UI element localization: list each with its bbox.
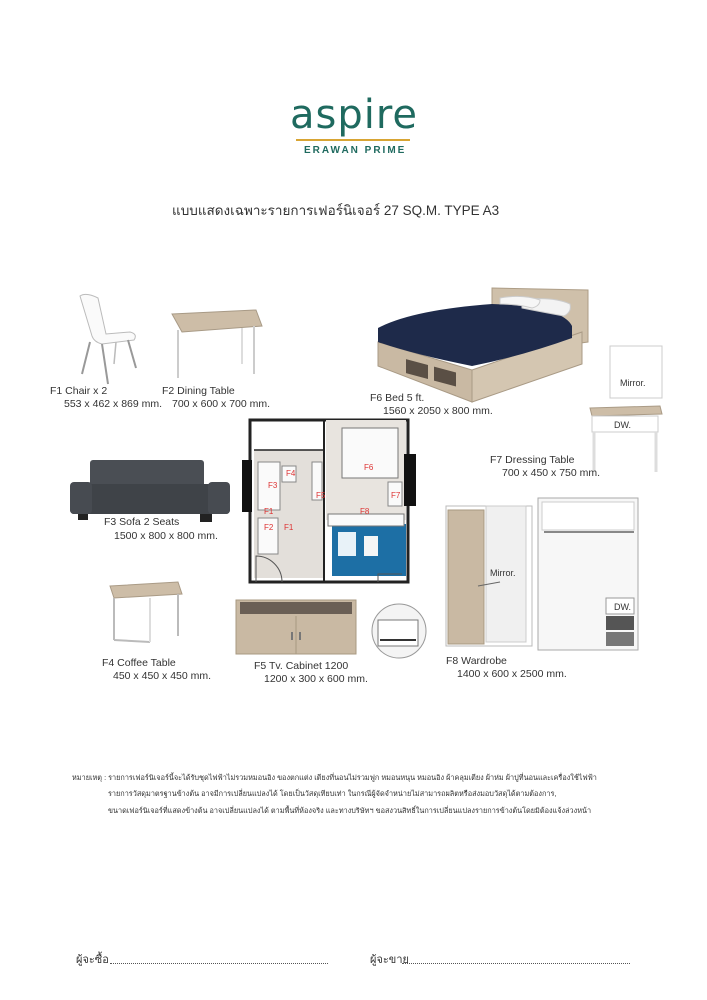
f8-wardrobe-dims: 1400 x 600 x 2500 mm. xyxy=(457,668,567,680)
cabinet-detail-image xyxy=(370,602,428,660)
buyer-signature-line[interactable] xyxy=(110,951,328,964)
page-title: แบบแสดงเฉพาะรายการเฟอร์นิเจอร์ 27 SQ.M. TYPE A3 xyxy=(172,203,500,218)
logo-underline xyxy=(296,139,410,141)
f1-chair-dims: 553 x 462 x 869 mm. xyxy=(64,398,163,410)
plan-label-f7: F7 xyxy=(391,491,401,500)
f2-dining-table-dims: 700 x 600 x 700 mm. xyxy=(172,398,271,410)
bed-image xyxy=(372,286,592,404)
wardrobe-drawer-tag: DW. xyxy=(614,602,631,612)
f3-sofa-dims: 1500 x 800 x 800 mm. xyxy=(114,530,218,542)
brand-logo: aspire xyxy=(290,92,419,138)
plan-label-f6: F6 xyxy=(364,463,374,472)
f5-tv-cabinet-name: F5 Tv. Cabinet 1200 xyxy=(254,660,349,672)
f1-chair-name: F1 Chair x 2 xyxy=(50,385,108,397)
f2-dining-table-name: F2 Dining Table xyxy=(162,385,235,397)
mirror-tag: Mirror. xyxy=(620,378,646,388)
note-line-2: รายการวัสดุมาตรฐานข้างต้น อาจมีการเปลี่ยนแปลงได้ โดยเป็นวัสดุเทียบเท่า ในกรณีผู้จัดจำหน่ายไม่สามารถผลิตหรือส่งมอบวัสดุได้ตามต้องการ, xyxy=(108,789,557,798)
buyer-label: ผู้จะซื้อ xyxy=(76,954,109,966)
f5-tv-cabinet-dims: 1200 x 300 x 600 mm. xyxy=(264,673,368,685)
dining-table-image xyxy=(170,308,264,380)
coffee-table-image xyxy=(106,580,184,646)
plan-label-f3: F3 xyxy=(268,481,278,490)
note-line-1: หมายเหตุ : รายการเฟอร์นิเจอร์นี้จะได้รับชุดไฟฟ้าไม่รวมหมอนอิง ของตกแต่ง เตียงที่นอนไม่รวมฟูก หมอนหนุน หมอนอิง ผ้าคลุมเตียง ผ้าห่ม ผ้าปูที่นอนและเครื่องใช้ไฟฟ้า xyxy=(72,773,597,782)
f4-coffee-table-dims: 450 x 450 x 450 mm. xyxy=(113,670,212,682)
note-line-3: ขนาดเฟอร์นิเจอร์ที่แสดงข้างต้น อาจเปลี่ยนแปลงได้ ตามพื้นที่ห้องจริง และทางบริษัทฯ ขอสงวนสิทธิ์ในการเปลี่ยนแปลงรายการข้างต้นโดยมิต้องแจ้งล่วงหน้า xyxy=(108,806,592,815)
plan-label-f2: F2 xyxy=(264,523,274,532)
seller-signature-line[interactable] xyxy=(402,951,630,964)
f6-bed-dims: 1560 x 2050 x 800 mm. xyxy=(383,405,493,417)
plan-label-f5: F5 xyxy=(316,491,326,500)
f6-bed-name: F6 Bed 5 ft. xyxy=(370,392,425,404)
seller-label: ผู้จะขาย xyxy=(370,954,409,966)
wardrobe-image xyxy=(442,496,642,656)
plan-label-f4: F4 xyxy=(286,469,296,478)
drawer-tag: DW. xyxy=(614,420,631,430)
plan-label-f1a: F1 xyxy=(264,507,274,516)
f7-dressing-table-dims: 700 x 450 x 750 mm. xyxy=(502,467,601,479)
f8-wardrobe-name: F8 Wardrobe xyxy=(446,655,507,667)
dressing-table-image xyxy=(586,344,666,474)
brand-subtitle: ERAWAN PRIME xyxy=(304,145,407,156)
f4-coffee-table-name: F4 Coffee Table xyxy=(102,657,176,669)
f3-sofa-name: F3 Sofa 2 Seats xyxy=(104,516,180,528)
wardrobe-mirror-tag: Mirror. xyxy=(490,568,516,578)
f7-dressing-table-name: F7 Dressing Table xyxy=(490,454,575,466)
chair-image xyxy=(72,292,146,388)
sofa-image xyxy=(68,458,232,524)
floor-plan xyxy=(242,406,422,586)
plan-label-f1b: F1 xyxy=(284,523,294,532)
plan-label-f8: F8 xyxy=(360,507,370,516)
tv-cabinet-image xyxy=(234,598,358,656)
